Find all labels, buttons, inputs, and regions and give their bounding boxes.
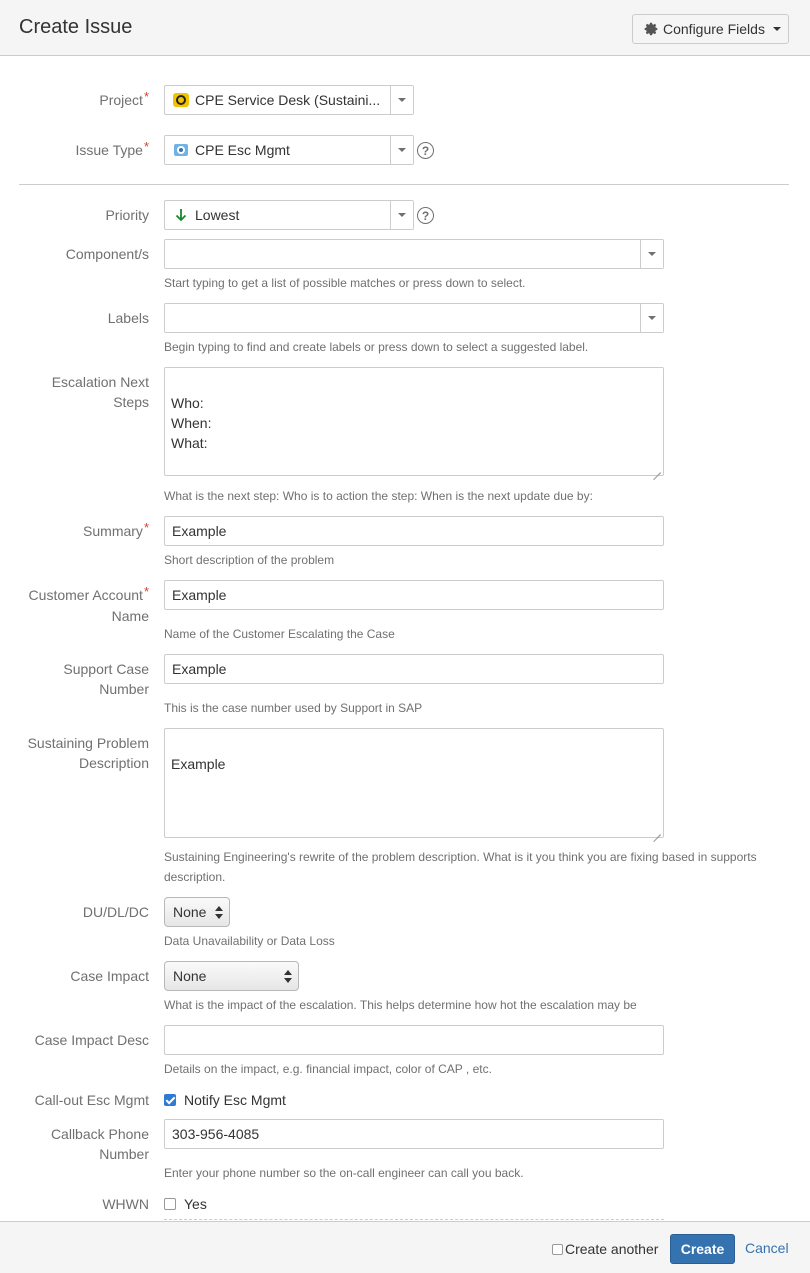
create-button[interactable]: Create bbox=[670, 1234, 735, 1264]
chevron-down-icon[interactable] bbox=[390, 86, 413, 114]
resize-handle-icon[interactable] bbox=[653, 827, 661, 835]
issue-type-label: Issue Type* bbox=[75, 139, 149, 158]
chevron-down-icon[interactable] bbox=[390, 201, 413, 229]
next-field-edge bbox=[164, 1219, 664, 1220]
cancel-link[interactable]: Cancel bbox=[745, 1240, 789, 1256]
case-impact-description: What is the impact of the escalation. This helps determine how hot the escalation may be bbox=[164, 998, 637, 1012]
project-value: CPE Service Desk (Sustaini... bbox=[195, 92, 381, 108]
du-dl-dc-description: Data Unavailability or Data Loss bbox=[164, 934, 335, 948]
section-divider bbox=[19, 184, 789, 185]
support-case-number-label: Support Case Number bbox=[63, 661, 149, 697]
customer-account-name-description: Name of the Customer Escalating the Case bbox=[164, 627, 395, 641]
du-dl-dc-value: None bbox=[173, 904, 207, 920]
gear-icon bbox=[643, 21, 659, 37]
du-dl-dc-select[interactable] bbox=[164, 897, 230, 927]
dialog-header bbox=[0, 0, 810, 56]
summary-label: Summary* bbox=[83, 520, 149, 539]
notify-esc-mgmt-option[interactable] bbox=[164, 1090, 286, 1110]
priority-select[interactable] bbox=[164, 200, 414, 230]
sustaining-problem-description-description: Sustaining Engineering's rewrite of the problem description. What is it you think you are fixing based in supports description. bbox=[164, 850, 757, 884]
issue-type-icon bbox=[172, 141, 190, 159]
sustaining-problem-description-textarea[interactable] bbox=[164, 728, 664, 838]
whwn-yes-label: Yes bbox=[184, 1196, 207, 1212]
case-impact-desc-label: Case Impact Desc bbox=[34, 1032, 149, 1048]
notify-esc-mgmt-checkbox[interactable] bbox=[164, 1094, 176, 1106]
create-another-option[interactable] bbox=[552, 1241, 658, 1257]
components-input[interactable] bbox=[164, 239, 664, 269]
labels-input[interactable] bbox=[164, 303, 664, 333]
chevron-down-icon[interactable] bbox=[390, 136, 413, 164]
support-case-number-input[interactable]: Example bbox=[164, 654, 664, 684]
whwn-label: WHWN bbox=[102, 1196, 149, 1212]
case-impact-select[interactable] bbox=[164, 961, 299, 991]
escalation-next-steps-label: Escalation Next Steps bbox=[51, 374, 149, 410]
question-circle-icon[interactable]: ? bbox=[417, 207, 434, 224]
labels-label: Labels bbox=[107, 310, 149, 326]
project-avatar-icon bbox=[172, 91, 190, 109]
case-impact-value: None bbox=[173, 968, 207, 984]
required-marker: * bbox=[143, 584, 149, 599]
configure-fields-label: Configure Fields bbox=[663, 21, 765, 37]
question-circle-icon[interactable]: ? bbox=[417, 142, 434, 159]
notify-esc-mgmt-label: Notify Esc Mgmt bbox=[184, 1092, 286, 1108]
whwn-yes-checkbox[interactable] bbox=[164, 1198, 176, 1210]
chevron-down-icon bbox=[773, 27, 781, 31]
labels-description: Begin typing to find and create labels or press down to select a suggested label. bbox=[164, 340, 589, 354]
resize-handle-icon[interactable] bbox=[653, 465, 661, 473]
callback-phone-input[interactable]: 303-956-4085 bbox=[164, 1119, 664, 1149]
issue-type-value: CPE Esc Mgmt bbox=[195, 142, 290, 158]
dialog-title: Create Issue bbox=[19, 16, 133, 38]
create-another-checkbox[interactable] bbox=[552, 1244, 563, 1255]
customer-account-name-input[interactable]: Example bbox=[164, 580, 664, 610]
customer-account-name-label: Customer Account* Name bbox=[28, 584, 149, 624]
project-label: Project* bbox=[99, 89, 149, 108]
whwn-yes-option[interactable] bbox=[164, 1194, 207, 1214]
summary-input[interactable]: Example bbox=[164, 516, 664, 546]
priority-label: Priority bbox=[105, 207, 149, 223]
required-marker: * bbox=[143, 89, 149, 104]
create-another-label: Create another bbox=[565, 1241, 659, 1257]
project-select[interactable] bbox=[164, 85, 414, 115]
case-impact-desc-input[interactable] bbox=[164, 1025, 664, 1055]
du-dl-dc-label: DU/DL/DC bbox=[82, 904, 149, 920]
configure-fields-button[interactable] bbox=[632, 14, 789, 44]
components-description: Start typing to get a list of possible matches or press down to select. bbox=[164, 276, 526, 290]
callback-phone-description: Enter your phone number so the on-call engineer can call you back. bbox=[164, 1166, 524, 1180]
sustaining-problem-description-label: Sustaining Problem Description bbox=[27, 735, 149, 771]
issue-type-select[interactable] bbox=[164, 135, 414, 165]
callback-phone-label: Callback Phone Number bbox=[50, 1126, 149, 1162]
arrow-down-icon bbox=[172, 206, 190, 224]
required-marker: * bbox=[143, 520, 149, 535]
chevron-down-icon[interactable] bbox=[640, 304, 663, 332]
escalation-next-steps-textarea[interactable] bbox=[164, 367, 664, 476]
summary-description: Short description of the problem bbox=[164, 553, 335, 567]
case-impact-label: Case Impact bbox=[70, 968, 149, 984]
sustaining-problem-description-value: Example bbox=[171, 756, 226, 772]
case-impact-desc-description: Details on the impact, e.g. financial impact, color of CAP , etc. bbox=[164, 1062, 492, 1076]
select-arrows-icon bbox=[284, 970, 292, 983]
required-marker: * bbox=[143, 139, 149, 154]
callout-esc-mgmt-label: Call-out Esc Mgmt bbox=[34, 1092, 149, 1108]
escalation-next-steps-description: What is the next step: Who is to action the step: When is the next update due by: bbox=[164, 489, 593, 503]
chevron-down-icon[interactable] bbox=[640, 240, 663, 268]
escalation-next-steps-value: Who: When: What: bbox=[171, 395, 212, 451]
support-case-number-description: This is the case number used by Support in SAP bbox=[164, 701, 423, 715]
select-arrows-icon bbox=[215, 906, 223, 919]
dialog-footer bbox=[0, 1221, 810, 1273]
components-label: Component/s bbox=[65, 246, 149, 262]
form-body[interactable] bbox=[0, 57, 810, 1221]
priority-value: Lowest bbox=[195, 207, 240, 223]
